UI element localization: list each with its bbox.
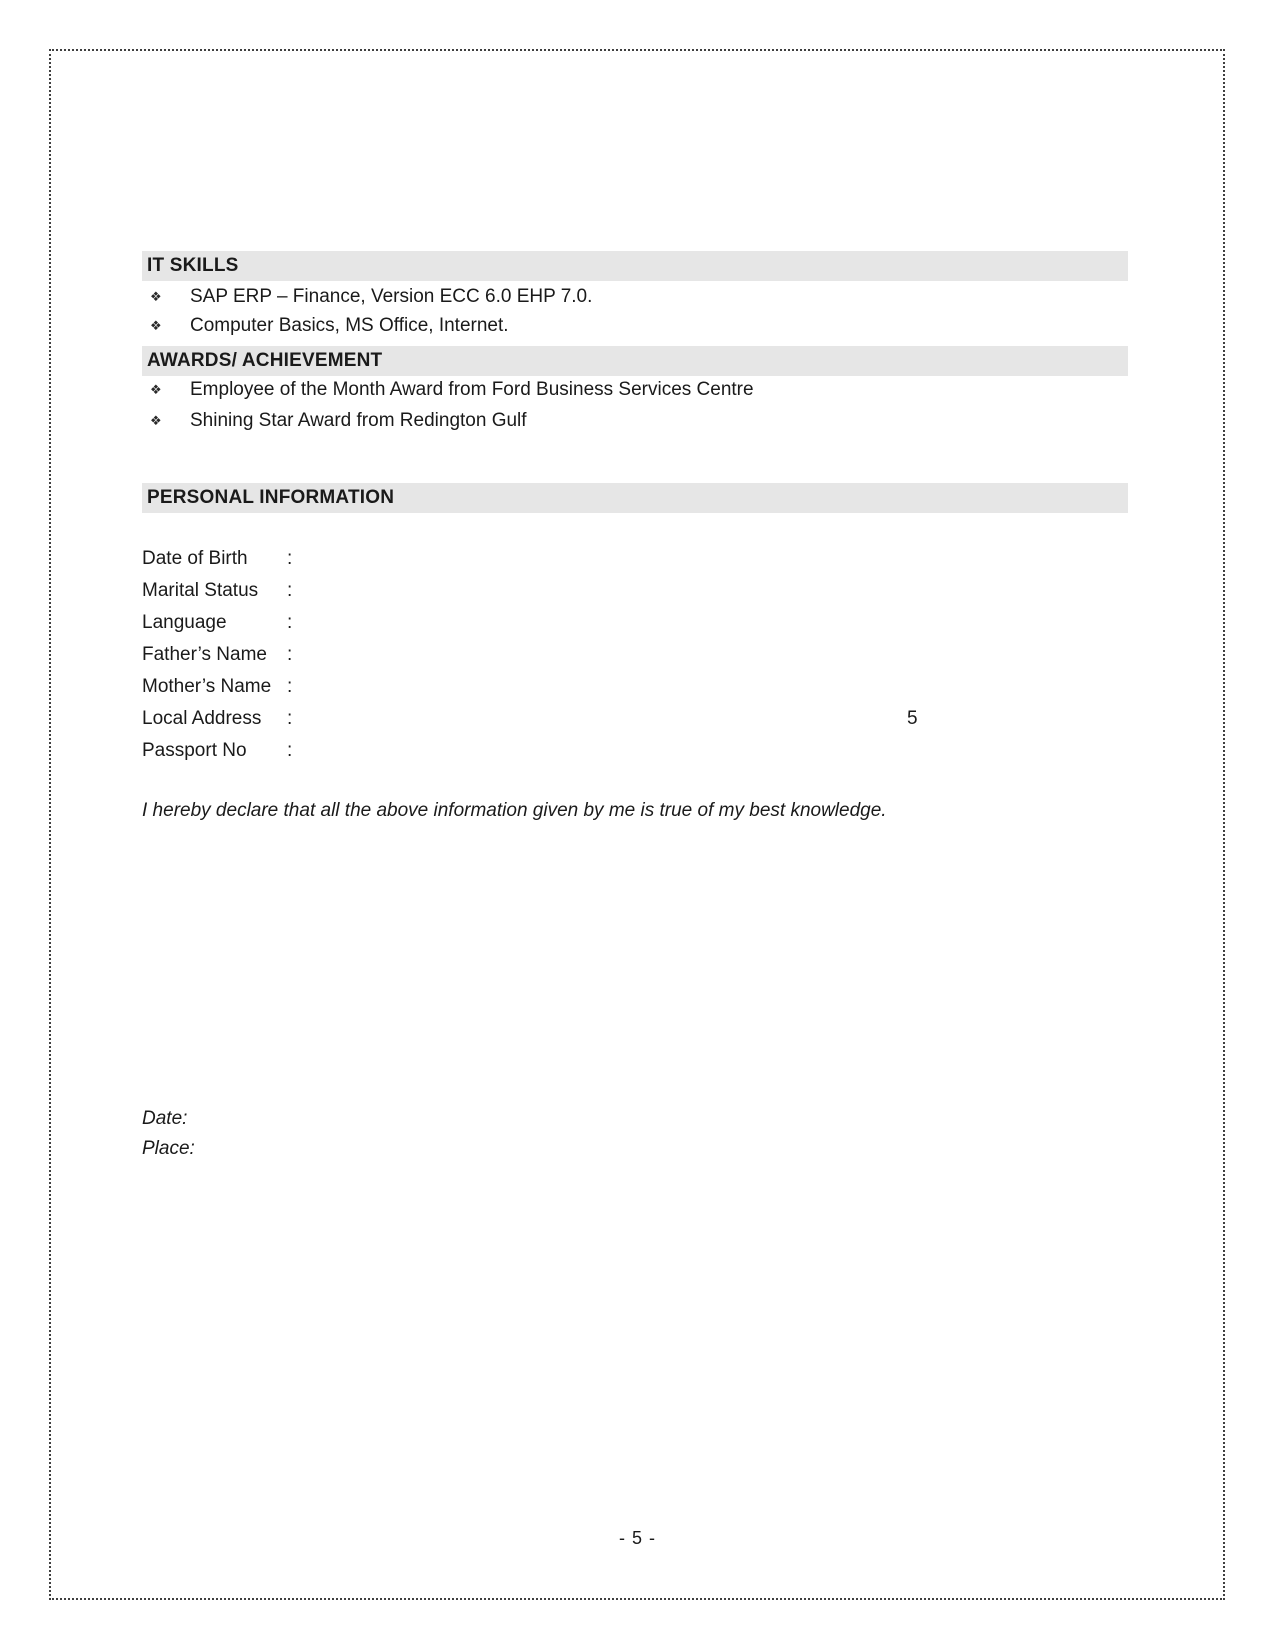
section-heading-awards (142, 346, 1128, 376)
field-colon: : (287, 708, 293, 729)
field-colon: : (287, 644, 293, 665)
place-label: Place: (142, 1138, 195, 1159)
field-label: Passport No (142, 740, 247, 761)
field-label: Date of Birth (142, 548, 248, 569)
bullet-text: SAP ERP – Finance, Version ECC 6.0 EHP 7.0. (190, 286, 593, 307)
field-label: Marital Status (142, 580, 259, 601)
field-row-date-of-birth (142, 543, 1128, 575)
field-colon: : (287, 676, 293, 697)
section-heading-personal-information (142, 483, 1128, 513)
field-row-mothers-name (142, 671, 1128, 703)
section-heading-it-skills (142, 251, 1128, 281)
bullet-text: Shining Star Award from Redington Gulf (190, 410, 527, 431)
field-label: Language (142, 612, 227, 633)
field-colon: : (287, 612, 293, 633)
list-item (142, 375, 1128, 405)
heading-text: IT SKILLS (147, 255, 239, 276)
field-label: Local Address (142, 708, 262, 729)
diamond-bullet-icon: ❖ (150, 413, 162, 428)
heading-text: AWARDS/ ACHIEVEMENT (147, 350, 383, 371)
list-item (142, 406, 1128, 436)
field-row-local-address (142, 703, 1128, 735)
list-item (142, 282, 1128, 312)
personal-information-fields (142, 543, 1128, 767)
field-label: Father’s Name (142, 644, 267, 665)
diamond-bullet-icon: ❖ (150, 318, 162, 333)
signoff-block (142, 1104, 195, 1164)
field-row-passport-no (142, 735, 1128, 767)
diamond-bullet-icon: ❖ (150, 382, 162, 397)
diamond-bullet-icon: ❖ (150, 289, 162, 304)
field-colon: : (287, 580, 293, 601)
bullet-text: Computer Basics, MS Office, Internet. (190, 315, 509, 336)
heading-text: PERSONAL INFORMATION (147, 487, 395, 508)
field-label: Mother’s Name (142, 676, 272, 697)
list-item (142, 311, 1128, 341)
page-number-footer: - 5 - (618, 1528, 656, 1548)
field-colon: : (287, 740, 293, 761)
date-label: Date: (142, 1108, 188, 1129)
stray-page-number: 5 (907, 708, 918, 729)
field-colon: : (287, 548, 293, 569)
field-row-language (142, 607, 1128, 639)
field-row-fathers-name (142, 639, 1128, 671)
field-row-marital-status (142, 575, 1128, 607)
declaration-statement: I hereby declare that all the above information given by me is true of my best knowledge. (142, 800, 887, 821)
bullet-text: Employee of the Month Award from Ford Business Services Centre (190, 379, 754, 400)
